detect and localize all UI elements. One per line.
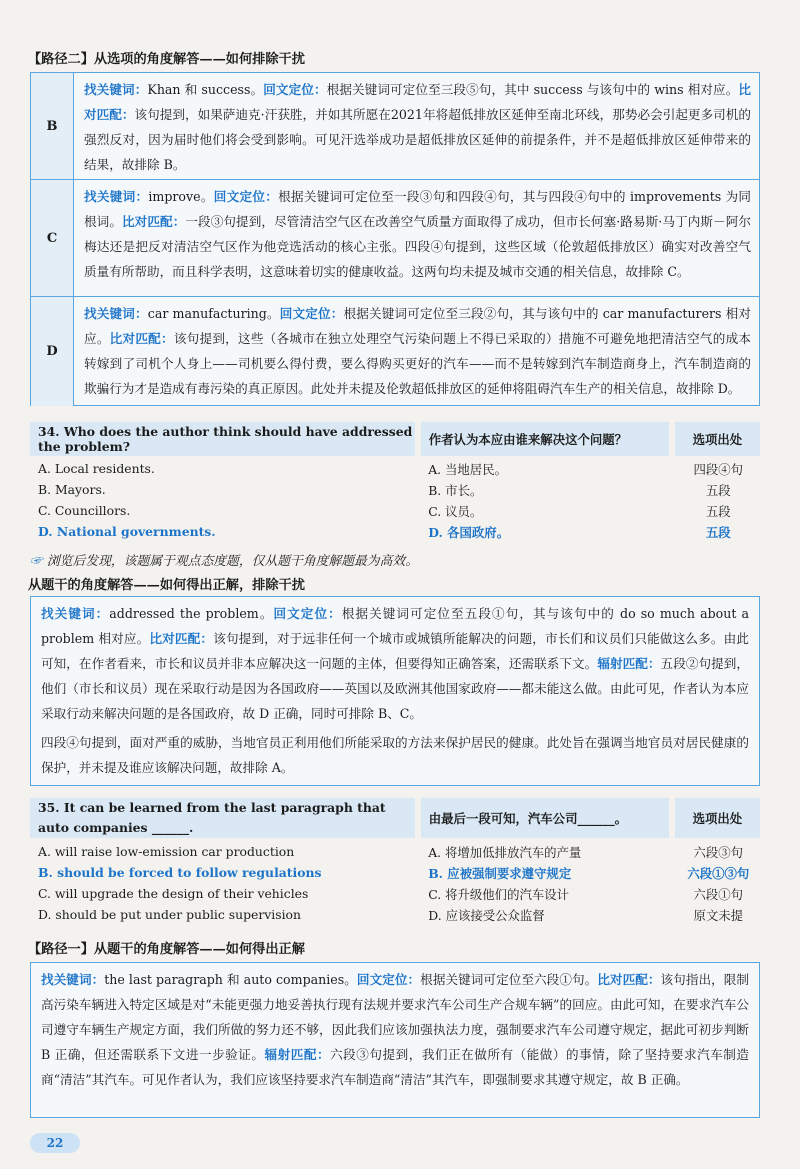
option-analysis-row-c <box>31 180 759 297</box>
option-en: A. will raise low-emission car production <box>38 844 295 859</box>
option-row-correct <box>30 521 760 542</box>
analysis-box-q34 <box>30 596 760 786</box>
analysis-paragraph: 找关键词：the last paragraph 和 auto companies。回文定位：根据关键词可定位至六段①句。比对匹配：该句指出，限制高污染车辆进入特定区域是对“未能更强力地妥善执行现有法规并要求汽车公司生产合规车辆”的回应。由此可知，在要求汽车公司遵守车辆生产规定方面，我们所做的努力还不够，因此我们应该加强执法力度，强制要求汽车公司遵守规定，据此可初步判断 B 正确，但还需联系下文进一步验证。辐射匹配：六段③句提到，我们正在做所有（能做）的事情，除了坚持要求汽车制造商“清洁”其汽车。可见作者认为，我们应该坚持要求汽车制造商“清洁”其汽车，即强制要求其遵守规定，故 B 正确。 <box>41 972 750 1087</box>
option-row <box>30 458 760 479</box>
analysis-paragraph: 四段④句提到，面对严重的威胁，当地官员正利用他们所能采取的方法来保护居民的健康。此处旨在强调当地官员对居民健康的保护，并未提及谁应该解决问题，故排除 A。 <box>41 735 749 775</box>
option-row <box>30 904 760 925</box>
option-zh: C. 议员。 <box>428 503 483 519</box>
option-source: 六段①③句 <box>687 865 750 881</box>
question-zh: 作者认为本应由谁来解决这个问题？ <box>421 422 669 456</box>
option-zh: B. 市长。 <box>428 482 483 498</box>
question-en: 34. Who does the author think should have addressed the problem? <box>30 422 415 456</box>
option-en: B. should be forced to follow regulations <box>38 865 322 880</box>
option-en: C. Councillors. <box>38 503 131 518</box>
option-en: B. Mayors. <box>38 482 106 497</box>
section-heading-path-two: 【路径二】从选项的角度解答——如何排除干扰 <box>28 52 305 67</box>
option-zh: D. 各国政府。 <box>428 524 510 540</box>
source-header: 选项出处 <box>675 798 760 838</box>
option-analysis-row-d <box>31 297 759 406</box>
option-source: 六段①句 <box>693 886 744 902</box>
option-analysis-row-b <box>31 73 759 180</box>
option-en: A. Local residents. <box>38 461 155 476</box>
option-zh: A. 当地居民。 <box>428 461 507 477</box>
option-en: C. will upgrade the design of their vehicles <box>38 886 309 901</box>
option-en: D. should be put under public supervision <box>38 907 301 922</box>
option-row <box>30 883 760 904</box>
pointing-hand-icon: ☞ <box>30 554 43 569</box>
option-analysis-text: 找关键词：car manufacturing。回文定位：根据关键词可定位至三段②句，其与该句中的 car manufacturers 相对应。比对匹配：该句提到，这些（各城市在独立处理空气污染问题上不得已采取的）措施不可避免地把清洁空气的成本转嫁到了司机个人身上——司机要么得付费，要么得购买更好的汽车——而不是转嫁到汽车制造商身上，汽车制造商的欺骗行为才是造成有毒污染的真正原因。此处并未提及伦敦超低排放区的延伸将阻碍汽车生产的相关信息，故排除 D。 <box>84 306 752 396</box>
option-label: B <box>31 73 74 179</box>
option-source: 四段④句 <box>693 461 744 477</box>
option-analysis-text: 找关键词：Khan 和 success。回文定位：根据关键词可定位至三段⑤句，其中 success 与该句中的 wins 相对应。比对匹配：该句提到，如果萨迪克·汗获胜，并如其所愿在2021年将超低排放区延伸至南北环线，那势必会引起更多司机的强烈反对，因为届时他们将会受到影响。可见汗选举成功是超低排放区延伸的前提条件，并不是超低排放区延伸带来的结果，故排除 B。 <box>84 82 752 172</box>
option-source: 原文未提 <box>693 907 744 923</box>
question-34-table <box>30 422 760 542</box>
tip-note <box>30 550 418 569</box>
source-header: 选项出处 <box>675 422 760 456</box>
option-label: C <box>31 180 74 296</box>
question-en: 35. It can be learned from the last paragraph that auto companies ______. <box>30 798 415 838</box>
analysis-paragraph: 找关键词：addressed the problem。回文定位：根据关键词可定位至五段①句，其与该句中的 do so much about a problem 相对应。比对匹配：该句提到，对于远非任何一个城市或城镇所能解决的问题，市长们和议员们只能做这么多。由此可知，在作者看来，市长和议员并非本应解决这一问题的主体，但要得知正确答案，还需联系下文。辐射匹配：五段②句提到，他们（市长和议员）现在采取行动是因为各国政府——英国以及欧洲其他国家政府——都未能这么做。由此可见，作者认为本应采取行动来解决问题的是各国政府，故 D 正确，同时可排除 B、C。 <box>41 606 750 721</box>
option-zh: A. 将增加低排放汽车的产量 <box>428 844 582 860</box>
option-source: 六段③句 <box>693 844 744 860</box>
tip-note-text: 浏览后发现，该题属于观点态度题，仅从题干角度解题最为高效。 <box>46 554 418 569</box>
question-zh: 由最后一段可知，汽车公司______。 <box>421 798 669 838</box>
question-header <box>30 422 760 456</box>
analysis-box-q35 <box>30 962 760 1118</box>
option-row <box>30 479 760 500</box>
option-source: 五段 <box>705 524 731 540</box>
option-row <box>30 500 760 521</box>
section-heading-path-one: 【路径一】从题干的角度解答——如何得出正解 <box>28 942 305 957</box>
option-en: D. National governments. <box>38 524 216 539</box>
option-zh: C. 将升级他们的汽车设计 <box>428 886 570 902</box>
question-35-table <box>30 798 760 925</box>
option-row <box>30 841 760 862</box>
option-zh: B. 应被强制要求遵守规定 <box>428 865 572 881</box>
option-zh: D. 应该接受公众监督 <box>428 907 545 923</box>
analysis-box-options <box>30 72 760 406</box>
option-row-correct <box>30 862 760 883</box>
page-number: 22 <box>30 1133 80 1153</box>
question-header <box>30 798 760 838</box>
option-analysis-text: 找关键词：improve。回文定位：根据关键词可定位至一段③句和四段④句，其与四段④句中的 improvements 为同根词。比对匹配：一段③句提到，尽管清洁空气区在改善空气质量方面取得了成功，但市长何塞·路易斯·马丁内斯－阿尔梅达还是把反对清洁空气区作为他竞选活动的核心主张。四段④句提到，这些区域（伦敦超低排放区）确实对改善空气质量有所帮助，而且科学表明，这意味着切实的健康收益。这两句均未提及城市交通的相关信息，故排除 C。 <box>84 189 751 279</box>
option-source: 五段 <box>705 482 731 498</box>
option-label: D <box>31 297 74 406</box>
section-heading-stem: 从题干的角度解答——如何得出正解，排除干扰 <box>28 578 305 593</box>
option-source: 五段 <box>705 503 731 519</box>
